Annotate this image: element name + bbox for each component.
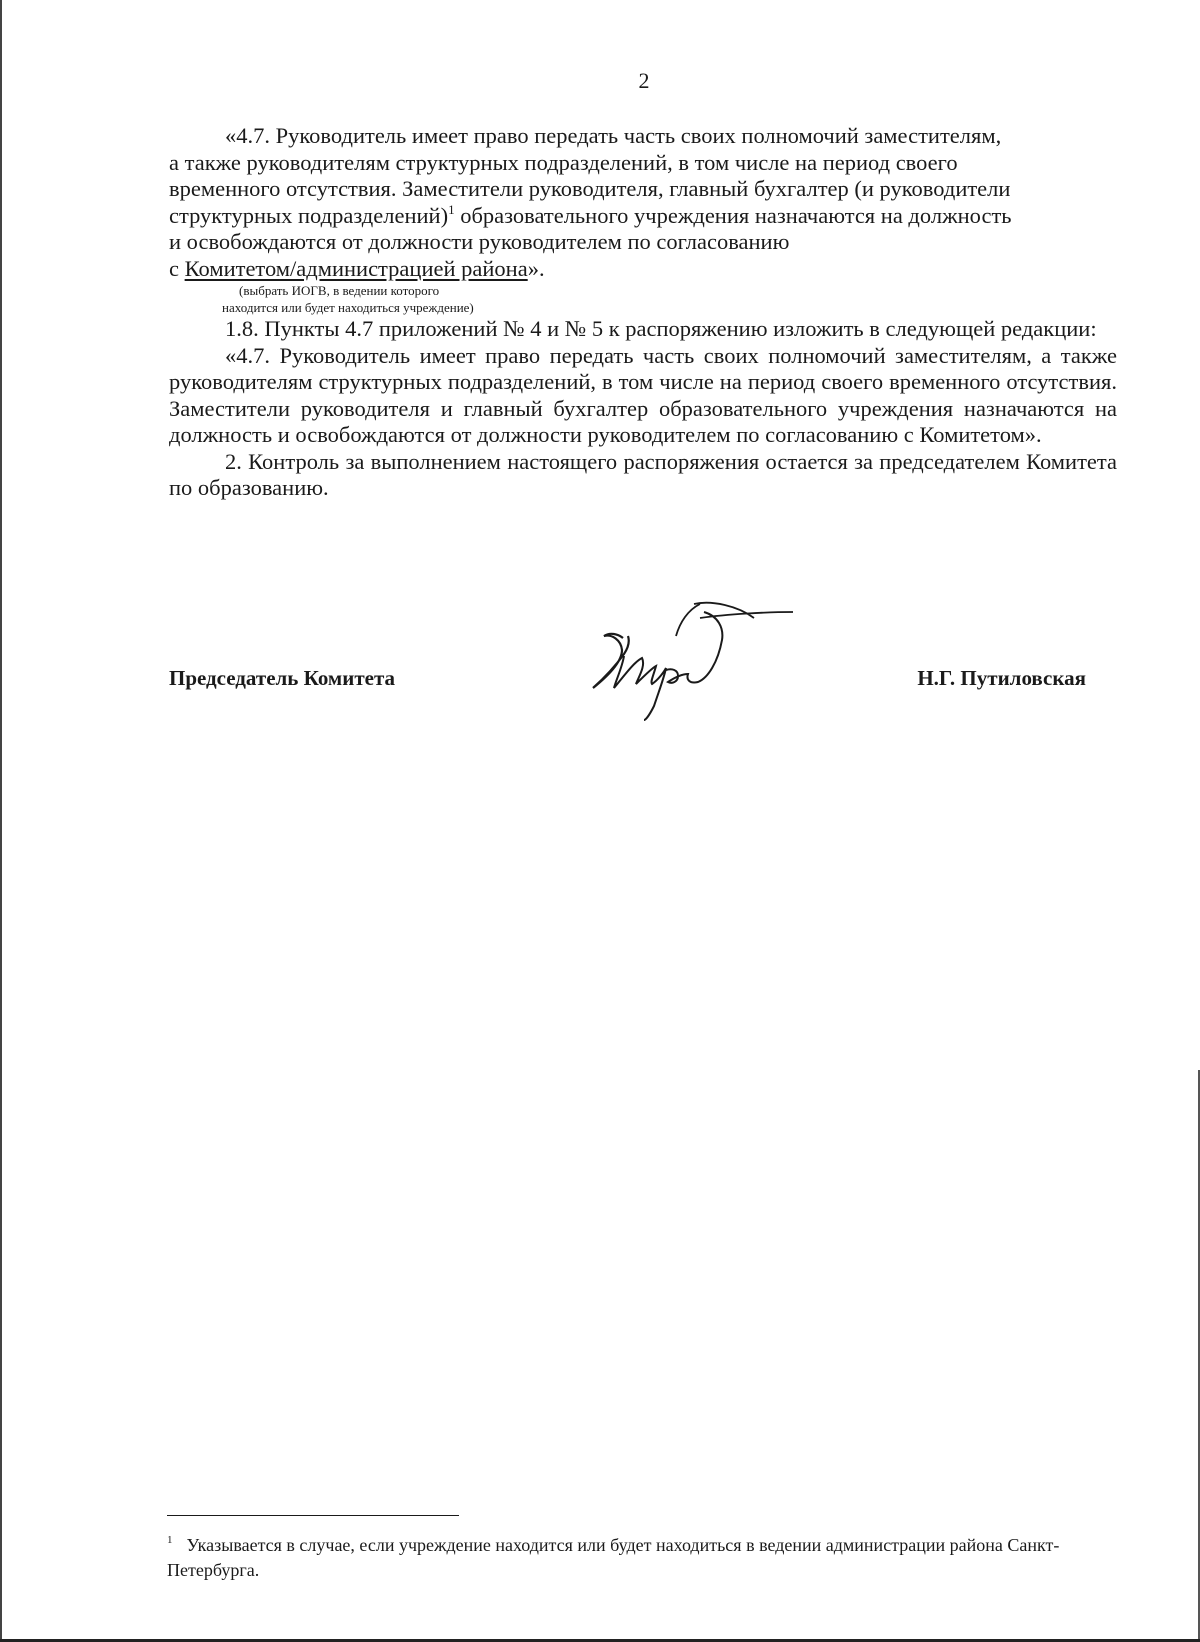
fill-in-note: (выбрать ИОГВ, в ведении которого: [239, 283, 440, 298]
signatory-name: Н.Г. Путиловская: [917, 666, 1086, 690]
paragraph-4-7-line: [169, 256, 1117, 283]
paragraph-4-7-line: временного отсутствия. Заместители руководителя, главный бухгалтер (и руководители: [169, 176, 1011, 201]
paragraph-4-7-new: «4.7. Руководитель имеет право передать часть своих полномочий заместителям, а также руководителям структурных подразделений, в том числе на период своего временного отсутствия. Заместители руководителя и главный бухгалтер образовательного учреждения назначаются на должность и освобождаются от должности руководителем по согласованию с Комитетом».: [169, 342, 1117, 447]
document-body: [169, 123, 1117, 502]
paragraph-text: структурных подразделений): [169, 202, 449, 228]
paragraph-2-control: 2. Контроль за выполнением настоящего распоряжения остается за председателем Комитета по образованию.: [169, 448, 1117, 500]
footnote-text: Указывается в случае, если учреждение находится или будет находиться в ведении администрации района Санкт-Петербурга.: [167, 1535, 1060, 1580]
footnote-reference: 1: [448, 201, 455, 217]
handwritten-signature: [588, 596, 798, 721]
paragraph-4-7-line: а также руководителям структурных подразделений, в том числе на период своего: [169, 149, 958, 175]
paragraph-4-7-line: «4.7. Руководитель имеет право передать часть своих полномочий заместителям,: [225, 123, 1002, 148]
paragraph-4-7-line: [169, 203, 1117, 230]
scan-edge-left: [0, 0, 2, 1642]
paragraph-text: образовательного учреждения назначаются на должность: [454, 202, 1012, 228]
paragraph-1-8: 1.8. Пункты 4.7 приложений № 4 и № 5 к распоряжению изложить в следующей редакции:: [225, 316, 1097, 341]
footnote-divider: [167, 1515, 459, 1516]
page-number: 2: [638, 68, 650, 93]
footnote: [167, 1528, 1117, 1583]
signatory-title: Председатель Комитета: [169, 666, 396, 690]
paragraph-4-7-line: и освобождаются от должности руководителем по согласованию: [169, 229, 790, 254]
paragraph-text: с: [169, 255, 185, 281]
fill-in-note: находится или будет находиться учреждение): [222, 300, 474, 315]
footnote-mark: 1: [167, 1534, 173, 1546]
underlined-authority: Комитетом/администрацией района: [184, 255, 528, 281]
paragraph-text: ».: [527, 255, 545, 281]
